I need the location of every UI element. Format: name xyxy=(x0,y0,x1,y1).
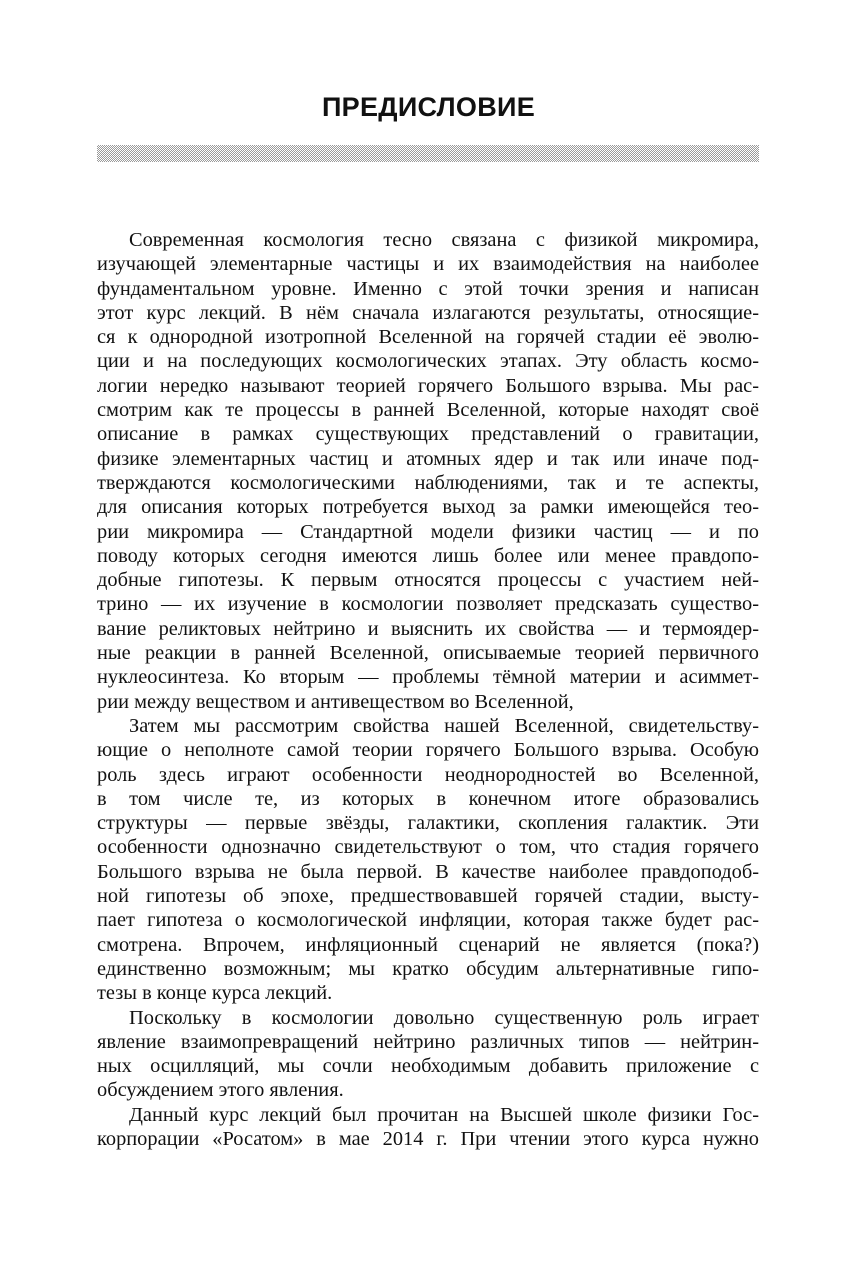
paragraph xyxy=(97,228,759,714)
paragraph xyxy=(97,714,759,1006)
text-line: Затем мы рассмотрим свойства нашей Вселенной, свидетельству- xyxy=(129,714,759,737)
text-line: особенности однозначно свидетельствуют о том, что стадия горячего xyxy=(97,836,759,859)
text-line: ся к однородной изотропной Вселенной на горячей стадии её эволю- xyxy=(97,326,759,349)
text-line: смотрена. Впрочем, инфляционный сценарий не является (пока?) xyxy=(97,933,759,956)
text-line: рии между веществом и антивеществом во Вселенной, xyxy=(97,690,574,713)
text-line: физике элементарных частиц и атомных ядер и так или иначе под- xyxy=(97,447,759,470)
text-line: ные реакции в ранней Вселенной, описываемые теорией первичного xyxy=(97,642,759,665)
text-line: Поскольку в космологии довольно существенную роль играет xyxy=(129,1006,759,1029)
text-line: пает гипотеза о космологической инфляции, которая также будет рас- xyxy=(97,909,759,932)
text-line: добные гипотезы. К первым относятся процессы с участием ней- xyxy=(97,569,759,592)
text-line: ющие о неполноте самой теории горячего Большого взрыва. Особую xyxy=(97,739,759,762)
text-line: тверждаются космологическими наблюдениями, так и те аспекты, xyxy=(97,471,759,494)
text-line: ции и на последующих космологических этапах. Эту область космо- xyxy=(97,350,759,373)
text-line: Современная космология тесно связана с физикой микромира, xyxy=(129,229,759,251)
page-title: ПРЕДИСЛОВИЕ xyxy=(321,92,536,122)
text-line: явление взаимопревращений нейтрино различных типов — нейтрин- xyxy=(97,1030,759,1053)
text-line: Большого взрыва не была первой. В качестве наиболее правдоподоб- xyxy=(97,860,759,883)
text-line: Данный курс лекций был прочитан на Высшей школе физики Гос- xyxy=(129,1103,759,1126)
text-line: корпорации «Росатом» в мае 2014 г. При чтении этого курса нужно xyxy=(97,1127,759,1150)
text-line: роль здесь играют особенности неоднородностей во Вселенной, xyxy=(97,763,759,786)
text-line: рии микромира — Стандартной модели физики частиц — и по xyxy=(97,520,759,543)
text-line: этот курс лекций. В нём сначала излагаются результаты, относящие- xyxy=(97,301,759,324)
text-line: изучающей элементарные частицы и их взаимодействия на наиболее xyxy=(97,253,759,276)
text-line: в том числе те, из которых в конечном итоге образовались xyxy=(97,787,759,810)
text-line: тезы в конце курса лекций. xyxy=(97,982,333,1005)
text-line: смотрим как те процессы в ранней Вселенной, которые находят своё xyxy=(97,399,759,422)
text-line: описание в рамках существующих представлений о гравитации, xyxy=(97,423,759,446)
text-line: фундаментальном уровне. Именно с этой точки зрения и написан xyxy=(97,277,759,300)
text-line: нуклеосинтеза. Ко вторым — проблемы тёмной материи и асиммет- xyxy=(97,666,759,689)
text-line: структуры — первые звёзды, галактики, скопления галактик. Эти xyxy=(97,812,759,835)
title-hatched-rule xyxy=(97,145,759,162)
text-line: трино — их изучение в космологии позволяет предсказать существо- xyxy=(97,593,759,616)
text-line: поводу которых сегодня имеются лишь более или менее правдопо- xyxy=(97,544,759,567)
text-line: обсуждением этого явления. xyxy=(97,1079,344,1102)
paragraph xyxy=(97,1103,759,1152)
text-line: для описания которых потребуется выход за рамки имеющейся тео- xyxy=(97,496,759,519)
text-line: ных осцилляций, мы сочли необходимым добавить приложение с xyxy=(97,1055,759,1078)
body-text xyxy=(97,228,759,1151)
paragraph xyxy=(97,1006,759,1103)
text-line: логии нередко называют теорией горячего Большого взрыва. Мы рас- xyxy=(97,374,759,397)
text-line: единственно возможным; мы кратко обсудим альтернативные гипо- xyxy=(97,957,759,980)
text-line: ной гипотезы об эпохе, предшествовавшей горячей стадии, высту- xyxy=(97,885,759,908)
text-line: вание реликтовых нейтрино и выяснить их свойства — и термоядер- xyxy=(97,617,759,640)
